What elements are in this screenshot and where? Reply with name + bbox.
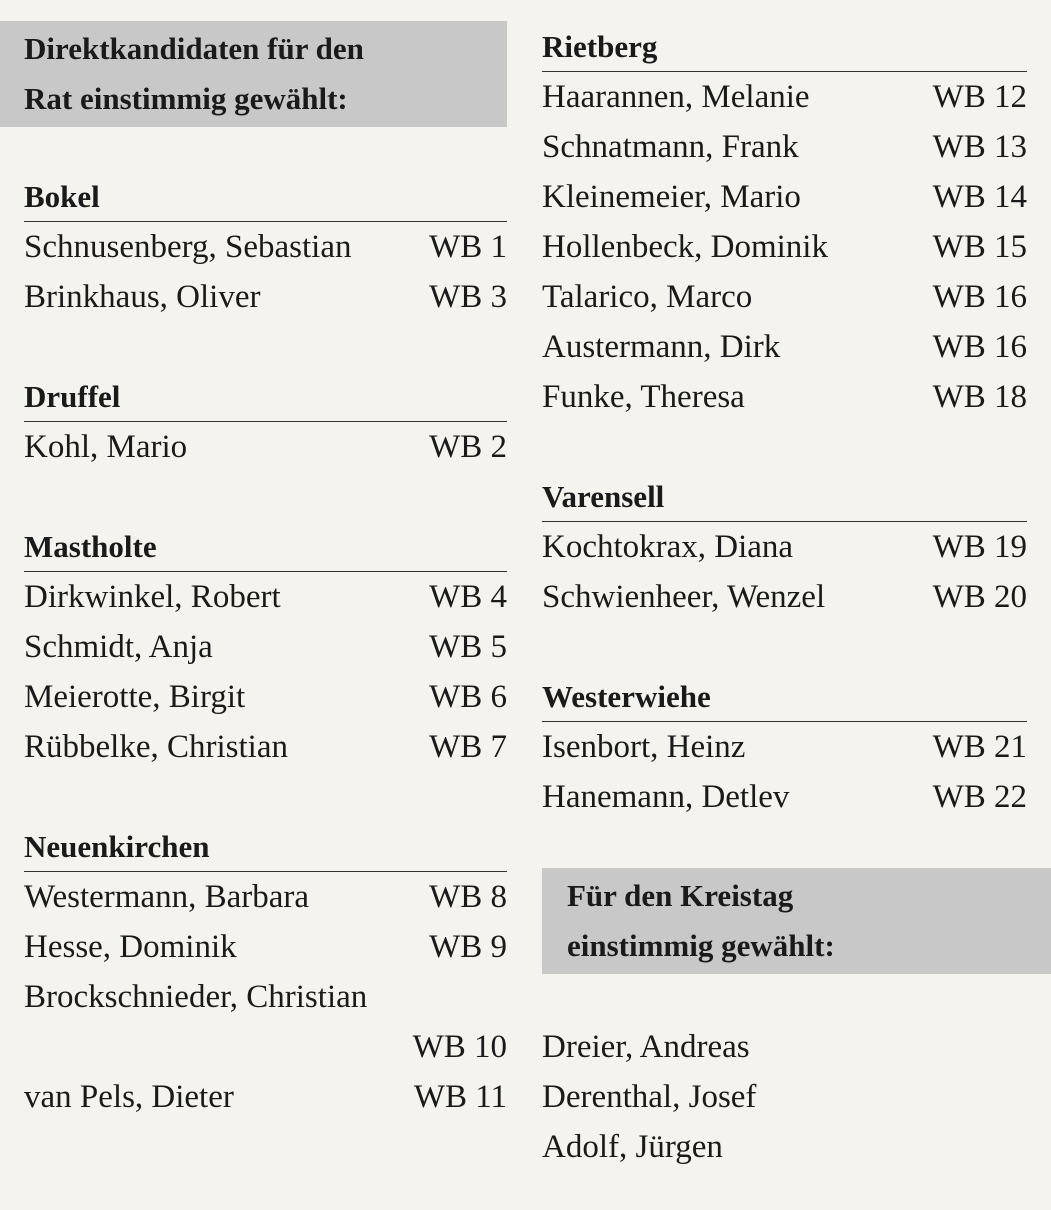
district-number: WB 13	[932, 129, 1027, 165]
candidate-name: Brockschnieder, Christian	[24, 979, 368, 1015]
candidate-row	[542, 272, 1027, 322]
district-number: WB 7	[429, 729, 507, 765]
candidate-row	[24, 872, 507, 922]
district-number: WB 3	[429, 279, 507, 315]
candidate-name: Hollenbeck, Dominik	[542, 229, 828, 265]
right-column	[542, 0, 1051, 1210]
candidate-name: Westermann, Barbara	[24, 879, 310, 915]
candidate-row	[24, 1072, 507, 1122]
district-number: WB 11	[413, 1079, 507, 1115]
district-number: WB 16	[932, 329, 1027, 365]
district-number: WB 19	[932, 529, 1027, 565]
kreistag-name-row	[542, 1072, 756, 1122]
candidate-row	[542, 72, 1027, 122]
kreistag-header-line1: Für den Kreistag	[567, 878, 794, 913]
section-title: Neuenkirchen	[24, 822, 507, 872]
section-varensell	[542, 472, 1027, 622]
candidate-name: Brinkhaus, Oliver	[24, 279, 261, 315]
council-header-line2: Rat einstimmig gewählt:	[24, 81, 348, 116]
candidate-row	[24, 572, 507, 622]
candidate-name: Kohl, Mario	[24, 429, 188, 465]
section-title: Druffel	[24, 372, 507, 422]
section-druffel	[24, 372, 507, 472]
candidate-row	[542, 222, 1027, 272]
candidate-name: Talarico, Marco	[542, 279, 753, 315]
section-title: Westerwiehe	[542, 672, 1027, 722]
kreistag-name: Dreier, Andreas	[542, 1029, 750, 1065]
section-title: Bokel	[24, 172, 507, 222]
candidate-row	[24, 722, 507, 772]
district-number: WB 2	[429, 429, 507, 465]
candidate-row	[24, 972, 507, 1022]
candidate-row-continuation	[24, 1022, 507, 1072]
kreistag-name-row	[542, 1122, 756, 1172]
candidate-row	[542, 572, 1027, 622]
kreistag-name: Adolf, Jürgen	[542, 1129, 723, 1165]
candidate-row	[24, 422, 507, 472]
candidate-row	[24, 222, 507, 272]
district-number: WB 20	[932, 579, 1027, 615]
section-neuenkirchen	[24, 822, 507, 1122]
candidate-name: Hesse, Dominik	[24, 929, 237, 965]
candidate-name: Schmidt, Anja	[24, 629, 213, 665]
section-title: Varensell	[542, 472, 1027, 522]
district-number: WB 12	[932, 79, 1027, 115]
candidate-name: Schnusenberg, Sebastian	[24, 229, 352, 265]
section-title: Mastholte	[24, 522, 507, 572]
district-number: WB 5	[429, 629, 507, 665]
candidate-row	[542, 322, 1027, 372]
section-title: Rietberg	[542, 22, 1027, 72]
candidate-name: Meierotte, Birgit	[24, 679, 246, 715]
candidate-name: Kochtokrax, Diana	[542, 529, 794, 565]
district-number: WB 8	[429, 879, 507, 915]
candidate-row	[24, 672, 507, 722]
kreistag-header-line2: einstimmig gewählt:	[567, 928, 835, 963]
candidate-row	[542, 722, 1027, 772]
candidate-row	[24, 922, 507, 972]
section-mastholte	[24, 522, 507, 772]
candidate-row	[24, 622, 507, 672]
council-header-box	[0, 21, 507, 127]
candidate-name: Funke, Theresa	[542, 379, 745, 415]
candidate-name: Isenbort, Heinz	[542, 729, 746, 765]
kreistag-name: Derenthal, Josef	[542, 1079, 757, 1115]
candidate-name: Austermann, Dirk	[542, 329, 781, 365]
candidate-row	[542, 522, 1027, 572]
district-number: WB 9	[429, 929, 507, 965]
kreistag-header-box	[542, 868, 1051, 974]
candidate-name: Hanemann, Detlev	[542, 779, 790, 815]
district-number: WB 14	[932, 179, 1027, 215]
kreistag-name-row	[542, 1022, 756, 1072]
candidate-name: Kleinemeier, Mario	[542, 179, 801, 215]
district-number: WB 18	[932, 379, 1027, 415]
candidate-row	[542, 122, 1027, 172]
candidate-name: Dirkwinkel, Robert	[24, 579, 281, 615]
district-number: WB 15	[932, 229, 1027, 265]
council-header-line1: Direktkandidaten für den	[24, 31, 364, 66]
candidate-name: Schwienheer, Wenzel	[542, 579, 826, 615]
district-number: WB 22	[932, 779, 1027, 815]
section-westerwiehe	[542, 672, 1027, 822]
kreistag-header-box-wrap	[542, 868, 1051, 974]
section-rietberg	[542, 22, 1027, 422]
candidate-row	[542, 172, 1027, 222]
kreistag-list	[542, 1022, 756, 1172]
candidate-name: Haarannen, Melanie	[542, 79, 810, 115]
district-number: WB 21	[932, 729, 1027, 765]
candidate-name: Rübbelke, Christian	[24, 729, 288, 765]
district-number: WB 10	[412, 1029, 507, 1065]
candidate-name: Schnatmann, Frank	[542, 129, 799, 165]
district-number: WB 1	[429, 229, 507, 265]
candidate-row	[542, 372, 1027, 422]
candidate-row	[24, 272, 507, 322]
district-number: WB 4	[429, 579, 507, 615]
candidate-name: van Pels, Dieter	[24, 1079, 234, 1115]
district-number: WB 6	[429, 679, 507, 715]
district-number: WB 16	[932, 279, 1027, 315]
left-column	[0, 0, 507, 1115]
section-bokel	[24, 172, 507, 322]
candidate-row	[542, 772, 1027, 822]
